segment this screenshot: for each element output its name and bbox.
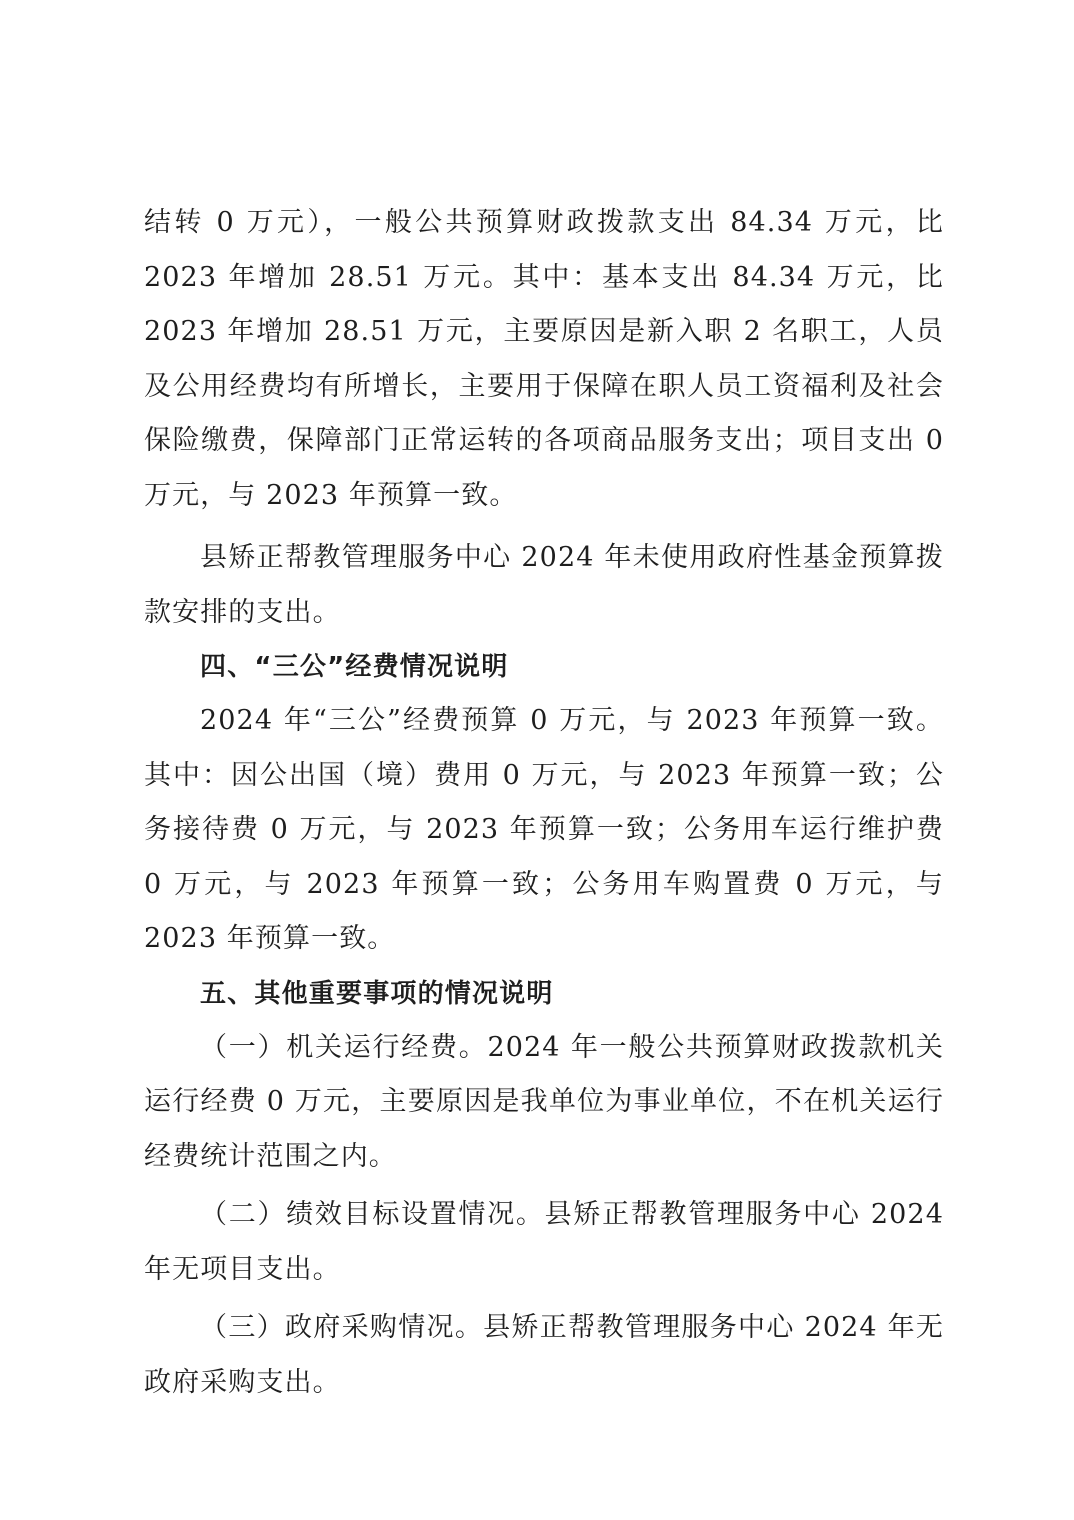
paragraph-operating-expenses: （一）机关运行经费。2024 年一般公共预算财政拨款机关运行经费 0 万元，主要原因是我单位为事业单位，不在机关运行经费统计范围之内。 [144, 1031, 944, 1172]
section-heading-three-public: 四、“三公”经费情况说明 [200, 652, 509, 682]
section-heading-other-matters: 五、其他重要事项的情况说明 [200, 978, 554, 1009]
paragraph-three-public-expenses: 2024 年“三公”经费预算 0 万元，与 2023 年预算一致。其中：因公出国（境）费用 0 万元，与 2023 年预算一致；公务接待费 0 万元，与 2023 年预算一致；公务用车运行维护费 0 万元，与 2023 年预算一致；公务用车购置费 0 万元，与 2023 年预算一致。 [144, 705, 944, 954]
paragraph-performance-targets: （二）绩效目标设置情况。县矫正帮教管理服务中心 2024 年无项目支出。 [144, 1199, 944, 1285]
document-body [144, 196, 944, 1410]
paragraph-government-fund: 县矫正帮教管理服务中心 2024 年未使用政府性基金预算拨款安排的支出。 [144, 542, 944, 628]
paragraph-budget-expenditure: 结转 0 万元），一般公共预算财政拨款支出 84.34 万元，比 2023 年增加 28.51 万元。其中：基本支出 84.34 万元，比 2023 年增加 28.51 万元，主要原因是新入职 2 名职工，人员及公用经费均有所增长，主要用于保障在职人员工资福利及社会保险缴费，保障部门正常运转的各项商品服务支出；项目支出 0 万元，与 2023 年预算一致。 [144, 207, 944, 511]
paragraph-government-procurement: （三）政府采购情况。县矫正帮教管理服务中心 2024 年无政府采购支出。 [144, 1312, 944, 1398]
